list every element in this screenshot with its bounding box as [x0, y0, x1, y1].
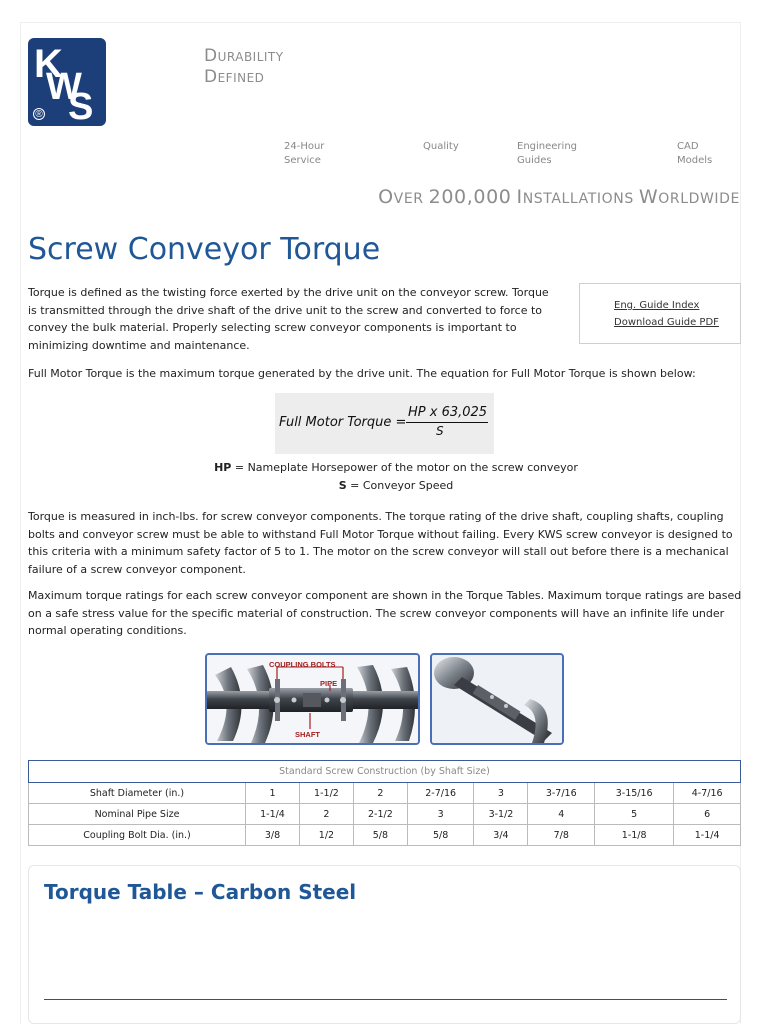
guide-links-box — [579, 283, 741, 344]
table-row — [29, 825, 741, 846]
page-title: Screw Conveyor Torque — [28, 232, 381, 267]
card-divider — [44, 999, 727, 1000]
torque-measure-paragraph: Torque is measured in inch-lbs. for screw conveyor components. The torque rating of the drive shaft, coupling shafts, coupling bolts and conveyor screw must be able to withstand Full Motor Torque without failing. Every KWS screw conveyor is designed to this criteria with a minimum safety factor of 5 to 1. The motor on the screw conveyor will stall out before there is a mechanical failure of a screw conveyor component. — [28, 510, 733, 576]
table-cell: 1 — [246, 783, 300, 804]
table-cell: 3/8 — [246, 825, 300, 846]
table-cell: 3 — [407, 804, 474, 825]
formula-numerator: HP x 63,025 — [408, 405, 488, 420]
table-cell: 5 — [595, 804, 674, 825]
table-cell: 2-1/2 — [353, 804, 407, 825]
logo-letter-w: W — [46, 66, 82, 108]
table-cell: 3 — [474, 783, 528, 804]
table-cell: 3-15/16 — [595, 783, 674, 804]
standard-construction-table — [28, 760, 741, 846]
table-cell: 5/8 — [353, 825, 407, 846]
torque-formula — [275, 393, 494, 454]
full-motor-torque-paragraph: Full Motor Torque is the maximum torque generated by the drive unit. The equation for Full Motor Torque is shown below: — [28, 367, 696, 380]
hp-definition: HP = Nameplate Horsepower of the motor on the screw conveyor — [214, 461, 578, 474]
tagline: DURABILITY DEFINED — [204, 46, 284, 87]
card-title: Torque Table – Carbon Steel — [44, 880, 357, 904]
table-caption: Standard Screw Construction (by Shaft Size) — [29, 761, 741, 783]
row-label: Coupling Bolt Dia. (in.) — [29, 825, 246, 846]
table-cell: 5/8 — [407, 825, 474, 846]
formula-denominator: S — [436, 424, 444, 438]
table-row — [29, 804, 741, 825]
label-shaft: SHAFT — [295, 730, 320, 739]
nav-cad-models[interactable]: CAD Models — [677, 141, 713, 166]
table-cell: 3/4 — [474, 825, 528, 846]
row-label: Nominal Pipe Size — [29, 804, 246, 825]
kws-logo[interactable] — [28, 38, 106, 126]
torque-table-card — [28, 865, 741, 1024]
table-cell: 2-7/16 — [407, 783, 474, 804]
table-cell: 6 — [674, 804, 741, 825]
row-label: Shaft Diameter (in.) — [29, 783, 246, 804]
formula-fraction-bar — [406, 422, 488, 423]
table-row — [29, 783, 741, 804]
registered-mark-icon: ® — [33, 108, 45, 120]
torque-ratings-paragraph: Maximum torque ratings for each screw conveyor component are shown in the Torque Tables. Maximum torque ratings are based on a safe stress value for the specific material of construction. The screw conveyor components will have an infinite life under normal operating conditions. — [28, 589, 742, 637]
table-cell: 1/2 — [299, 825, 353, 846]
nav-quality[interactable]: Quality — [423, 141, 459, 152]
nav-engineering-guides[interactable]: Engineering Guides — [517, 141, 577, 166]
screw-photo-illustration — [432, 655, 564, 745]
table-cell: 1-1/8 — [595, 825, 674, 846]
logo-letter-s: S — [68, 86, 94, 126]
logo-letter-k: K — [34, 42, 63, 86]
table-cell: 3-1/2 — [474, 804, 528, 825]
coupling-diagram-image — [205, 653, 420, 745]
table-cell: 1-1/4 — [674, 825, 741, 846]
table-cell: 3-7/16 — [528, 783, 595, 804]
label-coupling-bolts: COUPLING BOLTS — [269, 660, 336, 669]
screw-photo-image — [430, 653, 564, 745]
label-pipe: PIPE — [320, 679, 338, 688]
download-guide-pdf-link[interactable]: Download Guide PDF — [614, 317, 719, 328]
s-definition: S = Conveyor Speed — [338, 479, 454, 492]
nav-24-hour-service[interactable]: 24-Hour Service — [284, 141, 325, 166]
table-cell: 4-7/16 — [674, 783, 741, 804]
table-cell: 4 — [528, 804, 595, 825]
table-cell: 7/8 — [528, 825, 595, 846]
eng-guide-index-link[interactable]: Eng. Guide Index — [614, 300, 700, 311]
table-cell: 1-1/4 — [246, 804, 300, 825]
intro-paragraph: Torque is defined as the twisting force exerted by the drive unit on the conveyor screw. Torque is transmitted through the drive shaft of the drive unit to the screw and converted to force to convey the bulk material. Properly selecting screw conveyor components is important to minimizing downtime and maintenance. — [28, 286, 549, 352]
table-cell: 2 — [353, 783, 407, 804]
table-cell: 1-1/2 — [299, 783, 353, 804]
table-cell: 2 — [299, 804, 353, 825]
formula-lhs: Full Motor Torque = — [279, 415, 407, 430]
installations-banner: OVER 200,000 INSTALLATIONS WORLDWIDE — [378, 186, 740, 208]
